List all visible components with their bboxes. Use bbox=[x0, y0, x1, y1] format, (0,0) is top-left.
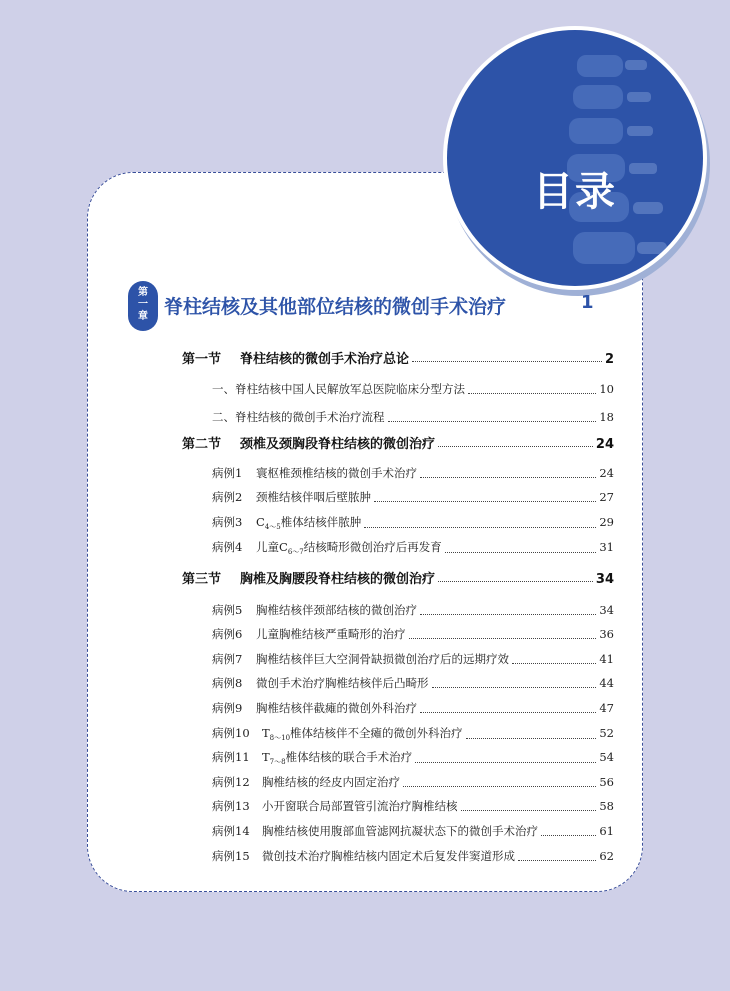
dot-leader bbox=[445, 552, 597, 553]
vertebra-letter: T bbox=[262, 750, 270, 764]
entry-page: 52 bbox=[599, 726, 614, 740]
vertebra-range: 4～5 bbox=[264, 523, 281, 531]
subsection-entry[interactable] bbox=[212, 409, 614, 425]
dot-leader bbox=[468, 393, 596, 394]
dot-leader bbox=[420, 477, 596, 478]
entry-label bbox=[212, 539, 442, 557]
page-title: 目录 bbox=[533, 169, 617, 215]
chapter-page: 1 bbox=[581, 292, 594, 313]
chapter-title[interactable]: 脊柱结核及其他部位结核的微创手术治疗 bbox=[164, 296, 507, 318]
vertebra-letter: T bbox=[262, 726, 270, 740]
dot-leader bbox=[420, 614, 596, 615]
dot-leader bbox=[432, 687, 597, 688]
entry-page: 34 bbox=[599, 603, 614, 617]
case-number: 病例13 bbox=[212, 799, 250, 813]
entry-page: 47 bbox=[599, 701, 614, 715]
entry-label bbox=[212, 823, 538, 839]
entry-title: 胸椎结核使用腹部血管滤网抗凝状态下的微创手术治疗 bbox=[262, 824, 538, 838]
entry-label bbox=[212, 602, 417, 618]
case-entry[interactable] bbox=[212, 749, 614, 767]
case-number: 病例1 bbox=[212, 466, 243, 480]
case-number: 病例8 bbox=[212, 676, 243, 690]
entry-page: 18 bbox=[599, 410, 614, 424]
dot-leader bbox=[412, 361, 602, 362]
case-number: 病例9 bbox=[212, 701, 243, 715]
case-number: 病例3 bbox=[212, 515, 243, 529]
entry-page: 41 bbox=[599, 652, 614, 666]
dot-leader bbox=[541, 835, 596, 836]
case-entry[interactable] bbox=[212, 774, 614, 790]
section-label bbox=[182, 433, 435, 452]
section-title: 颈椎及颈胸段脊柱结核的微创治疗 bbox=[240, 437, 436, 452]
entry-page: 10 bbox=[599, 382, 614, 396]
entry-title: 微创技术治疗胸椎结核内固定术后复发伴窦道形成 bbox=[262, 849, 515, 863]
entry-title: 椎体结核的联合手术治疗 bbox=[285, 750, 413, 764]
case-entry[interactable] bbox=[212, 465, 614, 481]
entry-label bbox=[212, 381, 465, 397]
entry-title: 胸椎结核伴巨大空洞骨缺损微创治疗后的远期疗效 bbox=[256, 652, 509, 666]
entry-page: 29 bbox=[599, 515, 614, 529]
case-entry[interactable] bbox=[212, 848, 614, 864]
section-page: 2 bbox=[604, 352, 614, 367]
section-label bbox=[182, 348, 409, 367]
dot-leader bbox=[403, 786, 596, 787]
case-entry[interactable] bbox=[212, 725, 614, 743]
entry-title: 胸椎结核伴截瘫的微创外科治疗 bbox=[256, 701, 417, 715]
entry-page: 62 bbox=[599, 849, 614, 863]
vertebra-letter: C bbox=[256, 515, 265, 529]
case-entry[interactable] bbox=[212, 675, 614, 691]
dot-leader bbox=[374, 501, 596, 502]
dot-leader bbox=[415, 762, 596, 763]
chapter-badge-char: 一 bbox=[138, 299, 148, 310]
entry-page: 31 bbox=[599, 540, 614, 554]
section-page: 34 bbox=[595, 572, 614, 587]
vertebra-letter: C bbox=[279, 540, 288, 554]
dot-leader bbox=[364, 527, 596, 528]
entry-title: 胸椎结核伴颈部结核的微创治疗 bbox=[256, 603, 417, 617]
title-circle bbox=[447, 30, 703, 286]
entry-title: 胸椎结核的经皮内固定治疗 bbox=[262, 775, 400, 789]
entry-label bbox=[212, 848, 515, 864]
entry-label bbox=[212, 626, 406, 642]
entry-label bbox=[212, 798, 458, 814]
section-number: 第三节 bbox=[182, 572, 222, 587]
case-number: 病例15 bbox=[212, 849, 250, 863]
case-number: 病例2 bbox=[212, 490, 243, 504]
case-entry[interactable] bbox=[212, 489, 614, 505]
entry-title: 一、脊柱结核中国人民解放军总医院临床分型方法 bbox=[212, 382, 465, 396]
section-title: 脊柱结核的微创手术治疗总论 bbox=[240, 352, 410, 367]
case-entry[interactable] bbox=[212, 700, 614, 716]
entry-title: 二、脊柱结核的微创手术治疗流程 bbox=[212, 410, 385, 424]
entry-label bbox=[212, 514, 361, 532]
entry-page: 24 bbox=[599, 466, 614, 480]
dot-leader bbox=[438, 581, 593, 582]
section-title: 胸椎及胸腰段脊柱结核的微创治疗 bbox=[240, 572, 436, 587]
entry-prefix: 儿童 bbox=[256, 540, 279, 554]
section-label bbox=[182, 568, 435, 587]
entry-label bbox=[212, 465, 417, 481]
entry-title: 颈椎结核伴咽后壁脓肿 bbox=[256, 490, 371, 504]
section-number: 第一节 bbox=[182, 352, 222, 367]
case-entry[interactable] bbox=[212, 514, 614, 532]
case-number: 病例10 bbox=[212, 726, 250, 740]
entry-title: 椎体结核伴脓肿 bbox=[280, 515, 362, 529]
dot-leader bbox=[420, 712, 596, 713]
entry-label bbox=[212, 749, 412, 767]
case-entry[interactable] bbox=[212, 626, 614, 642]
toc-section[interactable] bbox=[182, 348, 614, 367]
chapter-badge bbox=[128, 281, 158, 331]
case-number: 病例5 bbox=[212, 603, 243, 617]
entry-label bbox=[212, 700, 417, 716]
dot-leader bbox=[512, 663, 596, 664]
entry-label bbox=[212, 774, 400, 790]
case-entry[interactable] bbox=[212, 823, 614, 839]
spine-illustration-icon bbox=[447, 30, 703, 286]
dot-leader bbox=[438, 446, 593, 447]
chapter-badge-char: 第 bbox=[138, 287, 148, 298]
vertebra-range: 6～7 bbox=[287, 548, 304, 556]
case-entry[interactable] bbox=[212, 602, 614, 618]
entry-page: 44 bbox=[599, 676, 614, 690]
subsection-entry[interactable] bbox=[212, 381, 614, 397]
entry-label bbox=[212, 489, 371, 505]
dot-leader bbox=[518, 860, 596, 861]
case-entry[interactable] bbox=[212, 539, 614, 557]
case-number: 病例6 bbox=[212, 627, 243, 641]
case-number: 病例4 bbox=[212, 540, 243, 554]
case-number: 病例14 bbox=[212, 824, 250, 838]
entry-title: 寰枢椎颈椎结核的微创手术治疗 bbox=[256, 466, 417, 480]
entry-label bbox=[212, 725, 463, 743]
entry-title: 儿童胸椎结核严重畸形的治疗 bbox=[256, 627, 406, 641]
dot-leader bbox=[461, 810, 597, 811]
entry-page: 54 bbox=[599, 750, 614, 764]
dot-leader bbox=[466, 738, 597, 739]
entry-page: 56 bbox=[599, 775, 614, 789]
entry-title: 结核畸形微创治疗后再发育 bbox=[303, 540, 442, 554]
entry-label bbox=[212, 675, 429, 691]
entry-title: 微创手术治疗胸椎结核伴后凸畸形 bbox=[256, 676, 429, 690]
entry-title: 小开窗联合局部置管引流治疗胸椎结核 bbox=[262, 799, 458, 813]
case-number: 病例7 bbox=[212, 652, 243, 666]
toc-section[interactable] bbox=[182, 433, 614, 452]
entry-label bbox=[212, 651, 509, 667]
chapter-badge-char: 章 bbox=[138, 311, 148, 322]
dot-leader bbox=[409, 638, 597, 639]
entry-title: 椎体结核伴不全瘫的微创外科治疗 bbox=[290, 726, 463, 740]
section-number: 第二节 bbox=[182, 437, 222, 452]
dot-leader bbox=[388, 421, 597, 422]
case-entry[interactable] bbox=[212, 798, 614, 814]
case-number: 病例11 bbox=[212, 750, 250, 764]
vertebra-range: 8～10 bbox=[269, 734, 291, 742]
entry-page: 27 bbox=[599, 490, 614, 504]
toc-section[interactable] bbox=[182, 568, 614, 587]
case-number: 病例12 bbox=[212, 775, 250, 789]
entry-page: 61 bbox=[599, 824, 614, 838]
case-entry[interactable] bbox=[212, 651, 614, 667]
vertebra-range: 7～8 bbox=[269, 758, 286, 766]
section-page: 24 bbox=[595, 437, 614, 452]
entry-page: 58 bbox=[599, 799, 614, 813]
entry-label bbox=[212, 409, 385, 425]
entry-page: 36 bbox=[599, 627, 614, 641]
